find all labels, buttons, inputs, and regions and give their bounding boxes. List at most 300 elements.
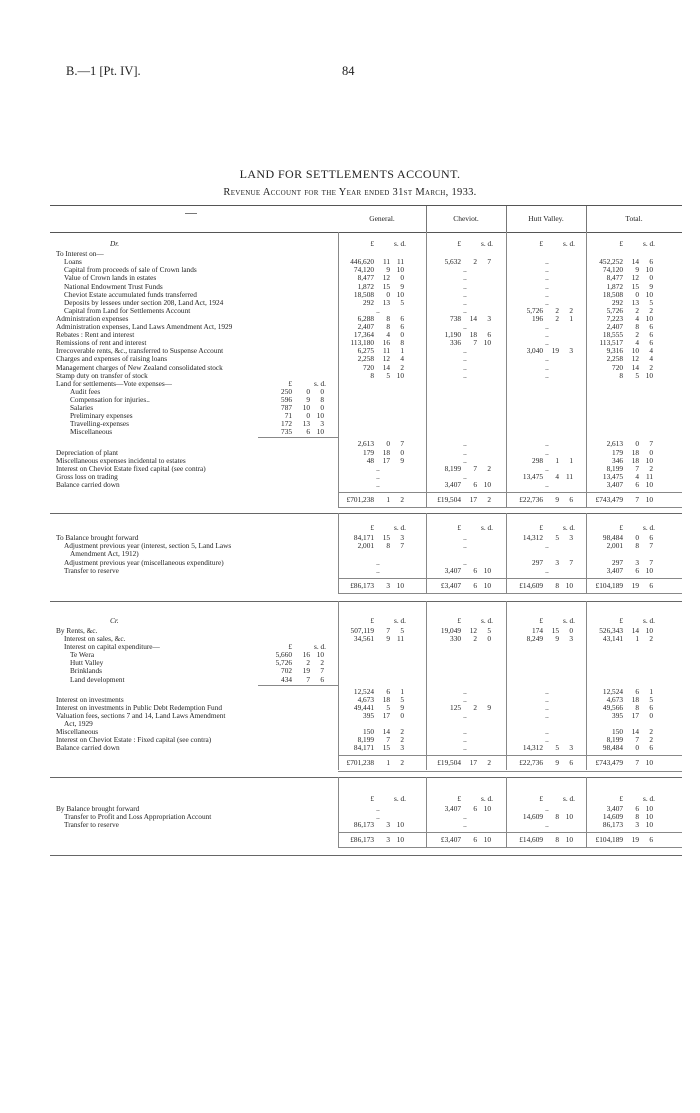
amount-pence: 10: [645, 819, 653, 829]
amount-shillings: 2: [473, 257, 477, 267]
amount-pounds: 526,343: [599, 625, 623, 635]
amount-pence: 3: [400, 743, 404, 753]
amount-pence: 6: [649, 702, 653, 712]
amount-shillings: 3: [635, 819, 639, 829]
row-label: Loans: [64, 258, 82, 267]
amount-pounds: 196: [532, 313, 543, 323]
col-hutt-head: Hutt Valley.: [506, 206, 587, 232]
amount-shillings: 6: [306, 427, 310, 437]
amount-pounds: 2,258: [606, 354, 623, 364]
nil-marker: ..: [463, 694, 467, 704]
pound-unit: £: [370, 615, 374, 625]
amount-pounds: 19,049: [440, 625, 461, 635]
amount-pounds: £104,189: [595, 580, 623, 590]
ledger-row: [0, 266, 700, 274]
amount-pence: 2: [649, 634, 653, 643]
amount-shillings: 7: [635, 495, 639, 504]
column-rule: [338, 513, 339, 593]
amount-shillings: 1: [386, 758, 390, 768]
sd-unit: s. d.: [394, 793, 406, 803]
total-row: [0, 836, 700, 844]
amount-pence: 10: [483, 834, 491, 844]
amount-shillings: 5: [386, 702, 390, 712]
amount-pence: 1: [400, 686, 404, 696]
sd-unit: s. d.: [643, 615, 655, 625]
amount-shillings: 9: [555, 758, 559, 768]
row-label: Adjustment previous year (miscellaneous expenditure): [64, 558, 224, 567]
currency-units-row: [0, 617, 700, 625]
amount-pounds: 17,364: [353, 330, 374, 340]
nil-marker: ..: [545, 338, 549, 348]
ledger-row: [0, 331, 700, 339]
amount-shillings: 3: [386, 819, 390, 829]
amount-pence: 10: [645, 758, 653, 768]
sd-unit: s. d.: [643, 239, 655, 248]
amount-pounds: 346: [612, 455, 623, 465]
ledger-row: [0, 291, 700, 299]
ledger-row: [0, 307, 700, 315]
amount-pounds: £14,609: [519, 834, 543, 844]
sd-unit: s. d.: [563, 523, 575, 533]
amount-shillings: 10: [631, 346, 639, 356]
amount-shillings: 3: [386, 834, 390, 844]
nil-marker: ..: [463, 557, 467, 567]
row-label: Value of Crown lands in estates: [64, 274, 157, 283]
ledger-row: [0, 355, 700, 363]
amount-pence: 7: [569, 557, 573, 567]
amount-pounds: 446,620: [350, 257, 374, 267]
amount-pence: 10: [396, 370, 404, 380]
currency-units-row: [0, 795, 700, 803]
amount-pounds: £701,238: [346, 758, 374, 768]
pound-unit: £: [370, 793, 374, 803]
amount-pence: 6: [487, 330, 491, 340]
pound-unit: £: [457, 523, 461, 533]
amount-pence: 2: [400, 758, 404, 768]
ledger-row: [0, 388, 700, 396]
amount-shillings: 9: [386, 634, 390, 643]
row-label: Brinklands: [70, 667, 103, 676]
nil-marker: ..: [376, 305, 380, 315]
amount-pounds: 250: [281, 386, 292, 396]
row-label: Balance carried down: [56, 744, 120, 753]
amount-pounds: 14,609: [522, 811, 543, 821]
ledger-row: [0, 728, 700, 736]
amount-shillings: 18: [469, 330, 477, 340]
page-number: 84: [342, 64, 355, 78]
amount-pence: 6: [569, 758, 573, 768]
amount-pence: 0: [400, 447, 404, 457]
sd-unit: s. d.: [563, 793, 575, 803]
amount-pence: 0: [649, 447, 653, 457]
amount-pence: 6: [649, 257, 653, 267]
amount-shillings: 14: [631, 257, 639, 267]
ledger-row: [0, 704, 700, 712]
amount-pence: 0: [649, 273, 653, 283]
ledger-row: [0, 559, 700, 567]
amount-pounds: 8,199: [444, 463, 461, 473]
amount-pounds: 14,609: [602, 811, 623, 821]
amount-pounds: 113,517: [599, 338, 623, 348]
table-bottom-rule: [50, 855, 682, 856]
amount-pence: 10: [483, 479, 491, 489]
total-bottom-rule: [338, 771, 682, 772]
currency-units-row: [0, 240, 700, 248]
row-label: Cheviot Estate accumulated funds transferred: [64, 290, 197, 299]
amount-shillings: 0: [386, 289, 390, 299]
amount-pounds: 74,120: [353, 265, 374, 275]
amount-pence: 10: [396, 834, 404, 844]
nil-marker: ..: [545, 702, 549, 712]
amount-pounds: 8,199: [606, 735, 623, 745]
row-label: Capital from proceeds of sale of Crown lands: [64, 266, 197, 275]
row-label: By Balance brought forward: [56, 804, 140, 813]
amount-pence: 11: [396, 634, 404, 643]
amount-shillings: 0: [386, 439, 390, 449]
amount-pence: 9: [400, 281, 404, 291]
amount-shillings: 15: [382, 281, 390, 291]
amount-pence: 5: [400, 694, 404, 704]
amount-shillings: 6: [473, 565, 477, 575]
column-rule: [426, 513, 427, 593]
amount-pence: 7: [320, 666, 324, 676]
amount-pounds: 13,475: [602, 471, 623, 481]
total-row: [0, 759, 700, 767]
amount-pounds: 113,180: [350, 338, 374, 348]
amount-pounds: 86,173: [602, 819, 623, 829]
amount-shillings: 4: [386, 330, 390, 340]
column-rule: [586, 601, 587, 771]
amount-pounds: £3,407: [440, 834, 461, 844]
amount-pounds: 702: [281, 666, 292, 676]
ledger-row: [0, 339, 700, 347]
amount-pence: 7: [649, 439, 653, 449]
column-rule: [426, 777, 427, 848]
amount-pence: 2: [569, 305, 573, 315]
amount-pence: 5: [400, 625, 404, 635]
ledger-row: [0, 457, 700, 465]
amount-pence: 7: [400, 541, 404, 551]
pound-unit: £: [539, 615, 543, 625]
nil-marker: ..: [463, 447, 467, 457]
amount-pence: 0: [400, 710, 404, 720]
nil-marker: ..: [463, 305, 467, 315]
nil-marker: ..: [463, 533, 467, 543]
amount-pence: 7: [487, 257, 491, 267]
heading-label: Dr.: [110, 240, 120, 248]
amount-pounds: 330: [450, 634, 461, 643]
amount-pounds: £14,609: [519, 580, 543, 590]
amount-pence: 7: [649, 541, 653, 551]
amount-pounds: 298: [532, 455, 543, 465]
particulars-dash: [185, 213, 197, 214]
amount-pence: 3: [569, 743, 573, 753]
row-label: To Balance brought forward: [56, 534, 139, 543]
amount-pence: 3: [569, 346, 573, 356]
row-label: National Endowment Trust Funds: [64, 282, 163, 291]
row-label: Management charges of New Zealand consolidated stock: [56, 363, 223, 372]
amount-pence: 6: [649, 338, 653, 348]
nil-marker: ..: [463, 346, 467, 356]
amount-pounds: 86,173: [353, 819, 374, 829]
amount-pounds: 3,407: [444, 565, 461, 575]
amount-pounds: 2,258: [357, 354, 374, 364]
sd-unit: s. d.: [314, 378, 326, 388]
currency-units-row: [0, 524, 700, 532]
amount-shillings: 0: [635, 439, 639, 449]
row-label: Valuation fees, sections 7 and 14, Land Laws Amendment: [56, 711, 226, 720]
row-label: Transfer to Profit and Loss Appropriation Account: [64, 812, 212, 821]
amount-pounds: 8,199: [357, 735, 374, 745]
ledger-row: [0, 364, 700, 372]
amount-shillings: 13: [302, 419, 310, 429]
amount-pounds: 8,477: [357, 273, 374, 283]
amount-pounds: 5,726: [275, 658, 292, 668]
amount-pence: 11: [645, 471, 653, 481]
amount-pounds: 395: [363, 710, 374, 720]
amount-shillings: 8: [386, 322, 390, 331]
table-head-rule: [50, 232, 682, 233]
amount-pounds: 174: [532, 625, 543, 635]
amount-pounds: 336: [450, 338, 461, 348]
ledger-row: [0, 323, 700, 331]
amount-pence: 10: [316, 650, 324, 660]
amount-pounds: 48: [366, 455, 374, 465]
total-bottom-rule: [338, 847, 682, 848]
amount-pence: 10: [645, 811, 653, 821]
amount-shillings: 12: [382, 273, 390, 283]
amount-shillings: 4: [635, 338, 639, 348]
ledger-row: [0, 627, 700, 635]
nil-marker: ..: [545, 257, 549, 267]
amount-pence: 10: [645, 265, 653, 275]
amount-shillings: 7: [306, 674, 310, 684]
amount-shillings: 2: [555, 313, 559, 323]
amount-pounds: 9,316: [606, 346, 623, 356]
amount-pounds: 12,524: [353, 686, 374, 696]
amount-pounds: 179: [363, 447, 374, 457]
amount-pence: 0: [320, 386, 324, 396]
ledger-row: [0, 813, 700, 821]
amount-pence: 10: [645, 313, 653, 323]
amount-shillings: 2: [555, 305, 559, 315]
amount-pounds: £19,504: [437, 758, 461, 768]
amount-pounds: 5,632: [444, 257, 461, 267]
amount-shillings: 9: [635, 265, 639, 275]
nil-marker: ..: [376, 811, 380, 821]
row-label: Deposits by lessees under section 208, Land Act, 1924: [64, 298, 224, 307]
amount-shillings: 14: [382, 727, 390, 737]
amount-shillings: 16: [382, 338, 390, 348]
amount-shillings: 7: [386, 735, 390, 745]
amount-pence: 7: [400, 439, 404, 449]
amount-pence: 8: [400, 338, 404, 348]
total-rule: [338, 755, 682, 756]
column-rule: [506, 777, 507, 848]
amount-shillings: 18: [631, 447, 639, 457]
row-label: Stamp duty on transfer of stock: [56, 371, 148, 380]
amount-pounds: £22,736: [519, 495, 543, 504]
row-label: Transfer to reserve: [64, 566, 119, 575]
ledger-row: [0, 696, 700, 704]
amount-pounds: 8,199: [606, 463, 623, 473]
column-rule: [506, 601, 507, 771]
page-header-ref: B.—1 [Pt. IV].: [66, 64, 141, 78]
row-label: Interest on capital expenditure—: [64, 643, 160, 652]
amount-pence: 10: [645, 565, 653, 575]
row-label: To Interest on—: [56, 250, 104, 259]
amount-shillings: 3: [386, 580, 390, 590]
amount-shillings: 5: [555, 533, 559, 543]
amount-pence: 5: [400, 297, 404, 307]
amount-pence: 10: [483, 580, 491, 590]
ledger-row: [0, 821, 700, 829]
ledger-row: [0, 465, 700, 473]
amount-pounds: £86,173: [350, 580, 374, 590]
pound-unit: £: [288, 642, 292, 652]
ledger-row: [0, 347, 700, 355]
row-label: Depreciation of plant: [56, 448, 118, 457]
nil-marker: ..: [545, 322, 549, 331]
amount-pence: 2: [320, 658, 324, 668]
row-label: Miscellaneous: [56, 728, 99, 737]
sd-unit: s. d.: [394, 615, 406, 625]
nil-marker: ..: [463, 541, 467, 551]
amount-pounds: 150: [363, 727, 374, 737]
amount-shillings: 9: [306, 394, 310, 404]
ledger-row: [0, 440, 700, 448]
column-rule: [426, 601, 427, 771]
amount-pence: 5: [649, 694, 653, 704]
sd-unit: s. d.: [481, 615, 493, 625]
amount-pence: 10: [645, 625, 653, 635]
amount-pence: 2: [487, 758, 491, 768]
amount-pence: 6: [320, 674, 324, 684]
amount-shillings: 0: [306, 411, 310, 421]
amount-shillings: 12: [469, 625, 477, 635]
col-general-head: General.: [338, 206, 427, 232]
nil-marker: ..: [376, 565, 380, 575]
amount-pounds: 43,141: [602, 634, 623, 643]
amount-pounds: 720: [612, 362, 623, 372]
amount-shillings: 6: [635, 686, 639, 696]
nil-marker: ..: [463, 273, 467, 283]
amount-shillings: 11: [382, 346, 390, 356]
amount-shillings: 15: [382, 533, 390, 543]
amount-shillings: 5: [555, 743, 559, 753]
row-label: Balance carried down: [56, 480, 120, 489]
ledger-row: [0, 380, 700, 388]
nil-marker: ..: [463, 735, 467, 745]
row-label: Remissions of rent and interest: [56, 339, 147, 348]
nil-marker: ..: [545, 370, 549, 380]
ledger-row: [0, 315, 700, 323]
ledger-row: [0, 736, 700, 744]
nil-marker: ..: [545, 710, 549, 720]
nil-marker: ..: [463, 743, 467, 753]
amount-pence: 2: [487, 463, 491, 473]
amount-pounds: 1,872: [357, 281, 374, 291]
ledger-row: [0, 299, 700, 307]
amount-pence: 10: [645, 370, 653, 380]
amount-pence: 0: [649, 710, 653, 720]
total-rule: [338, 492, 682, 493]
amount-pence: 9: [400, 702, 404, 712]
nil-marker: ..: [545, 265, 549, 275]
amount-shillings: 0: [635, 533, 639, 543]
nil-marker: ..: [463, 265, 467, 275]
amount-pence: 6: [649, 330, 653, 340]
amount-pounds: 179: [612, 447, 623, 457]
row-label: By Rents, &c.: [56, 626, 98, 635]
ledger-row: [0, 667, 700, 675]
pound-unit: £: [457, 793, 461, 803]
amount-shillings: 8: [555, 580, 559, 590]
nil-marker: ..: [376, 463, 380, 473]
ledger-row: [0, 396, 700, 404]
nil-marker: ..: [545, 354, 549, 364]
amount-pounds: 3,407: [606, 565, 623, 575]
amount-shillings: 15: [631, 281, 639, 291]
amount-pence: 6: [649, 533, 653, 543]
amount-shillings: 1: [386, 495, 390, 504]
amount-shillings: 17: [469, 495, 477, 504]
nil-marker: ..: [463, 819, 467, 829]
ledger-row: [0, 258, 700, 266]
amount-shillings: 5: [386, 370, 390, 380]
amount-shillings: 18: [631, 694, 639, 704]
amount-pounds: 292: [363, 297, 374, 307]
amount-pence: 6: [569, 495, 573, 504]
amount-shillings: 6: [386, 686, 390, 696]
nil-marker: ..: [463, 297, 467, 307]
amount-shillings: 4: [635, 471, 639, 481]
section-divider: [50, 777, 682, 778]
amount-shillings: 14: [631, 625, 639, 635]
amount-shillings: 19: [631, 834, 639, 844]
row-label: Act, 1929: [64, 720, 93, 728]
amount-shillings: 6: [635, 479, 639, 489]
amount-shillings: 17: [469, 758, 477, 768]
amount-pence: 10: [483, 803, 491, 813]
ledger-row: [0, 274, 700, 282]
amount-pence: 1: [649, 686, 653, 696]
amount-pounds: 297: [532, 557, 543, 567]
amount-shillings: 13: [382, 297, 390, 307]
amount-shillings: 0: [635, 289, 639, 299]
amount-pounds: 5,726: [526, 305, 543, 315]
nil-marker: ..: [463, 439, 467, 449]
ledger-row: [0, 412, 700, 420]
pound-unit: £: [539, 793, 543, 803]
amount-pence: 2: [649, 727, 653, 737]
amount-pounds: 172: [281, 419, 292, 429]
nil-marker: ..: [463, 471, 467, 481]
amount-shillings: 15: [382, 743, 390, 753]
nil-marker: ..: [545, 694, 549, 704]
amount-pounds: 8: [370, 370, 374, 380]
amount-shillings: 17: [382, 455, 390, 465]
amount-pence: 2: [649, 362, 653, 372]
ledger-row: [0, 542, 700, 550]
total-bottom-rule: [338, 507, 682, 508]
amount-pence: 10: [396, 265, 404, 275]
amount-shillings: 7: [635, 735, 639, 745]
amount-shillings: 8: [635, 541, 639, 551]
amount-shillings: 6: [635, 803, 639, 813]
amount-pence: 11: [565, 471, 573, 481]
amount-shillings: 8: [635, 811, 639, 821]
